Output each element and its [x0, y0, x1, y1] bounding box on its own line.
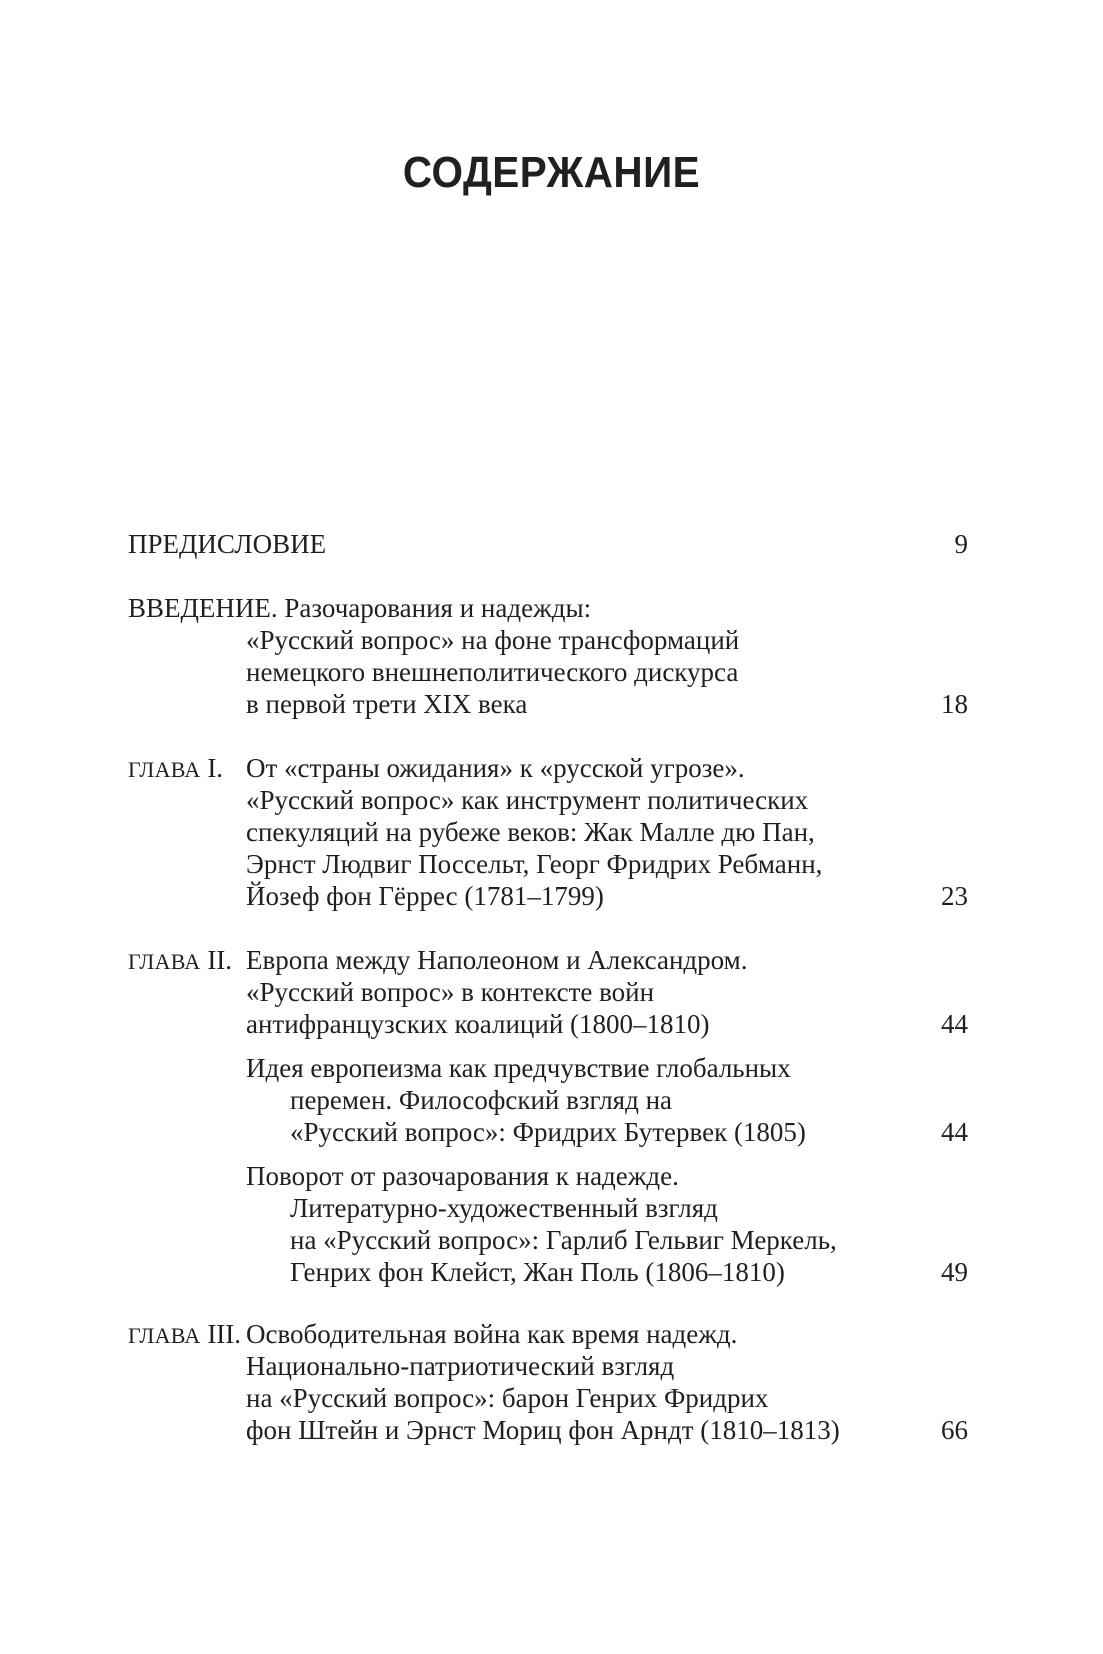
toc-entry-line: Идея европеизма как предчувствие глобальных [246, 1053, 791, 1083]
toc-entry-line: «Русский вопрос» как инструмент политических [246, 785, 809, 815]
toc-entry-line: Литературно-художественный взгляд [290, 1193, 718, 1223]
chapter-label [128, 944, 232, 978]
toc-entry-line: ВВЕДЕНИЕ. Разочарования и надежды: [128, 593, 592, 623]
toc-page-number: 66 [941, 1415, 968, 1445]
toc-entry-line: Европа между Наполеоном и Александром. [246, 945, 748, 975]
chapter-label [128, 1318, 241, 1352]
toc-page-number: 49 [941, 1257, 968, 1287]
toc-entry-line: перемен. Философский взгляд на [290, 1085, 673, 1115]
toc-page-number: 44 [941, 1009, 968, 1039]
toc-entry-line: Освободительная война как время надежд. [246, 1319, 738, 1349]
toc-entry-line: Эрнст Людвиг Поссельт, Георг Фридрих Ребманн, [246, 849, 823, 879]
toc-entry-line: фон Штейн и Эрнст Мориц фон Арндт (1810–1813) [246, 1415, 840, 1445]
chapter-label-word: ГЛАВА [128, 1323, 201, 1348]
toc-entry-line: спекуляций на рубеже веков: Жак Малле дю Пан, [246, 817, 815, 847]
toc-page-number: 18 [941, 689, 968, 719]
toc-page-number: 9 [954, 529, 968, 559]
toc-entry-line: Поворот от разочарования к надежде. [246, 1161, 679, 1191]
toc-page-number: 23 [941, 881, 968, 911]
chapter-label-word: ГЛАВА [128, 949, 201, 974]
chapter-label-number: I. [207, 753, 224, 783]
toc-entry-line: ПРЕДИСЛОВИЕ [128, 529, 327, 559]
toc-entry-line: Йозеф фон Гёррес (1781–1799) [246, 881, 604, 911]
toc-page-number: 44 [941, 1117, 968, 1147]
toc-entry-line: От «страны ожидания» к «русской угрозе». [246, 753, 745, 783]
toc-entry-line: «Русский вопрос»: Фридрих Бутервек (1805) [290, 1117, 806, 1147]
toc-entry-line: на «Русский вопрос»: барон Генрих Фридрих [246, 1383, 769, 1413]
chapter-label-number: III. [207, 1319, 242, 1349]
toc-entry-line: Генрих фон Клейст, Жан Поль (1806–1810) [290, 1257, 785, 1287]
chapter-label [128, 752, 223, 786]
chapter-label-word: ГЛАВА [128, 757, 201, 782]
toc-entry-line: на «Русский вопрос»: Гарлиб Гельвиг Меркель, [290, 1225, 837, 1255]
toc-entry-line: немецкого внешнеполитического дискурса [246, 657, 739, 687]
page-title: СОДЕРЖАНИЕ [402, 148, 701, 197]
chapter-label-number: II. [207, 945, 233, 975]
toc-entry-line: антифранцузских коалиций (1800–1810) [246, 1009, 710, 1039]
toc-entry-line: в первой трети XIX века [246, 689, 528, 719]
toc-entry-line: Национально-патриотический взгляд [246, 1351, 675, 1381]
toc-entry-line: «Русский вопрос» в контексте войн [246, 977, 655, 1007]
toc-entry-line: «Русский вопрос» на фоне трансформаций [246, 625, 740, 655]
